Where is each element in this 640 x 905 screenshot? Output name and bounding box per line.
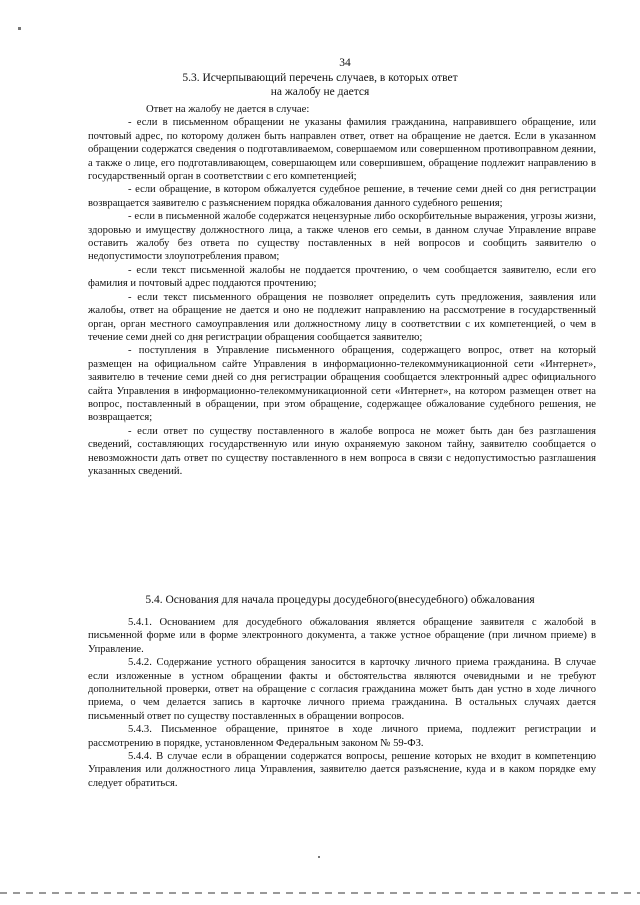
section-5-3-intro: Ответ на жалобу не дается в случае: [146,104,310,115]
section-5-3-item-6: - поступления в Управление письменного обращения, содержащего вопрос, ответ на который размещен на официальном сайте Управления в информационно-телекоммуникационной сети «Интернет», заявителю в течение семи дней со дня регистрации обращения сообщается электронный адрес официального сайта Управления в информационно-телекоммуникационной сети «Интернет», на котором размещен ответ на вопрос, поставленный в обращении, при этом обращение, содержащее обжалование судебного решения, не возвращается; [88,345,596,424]
section-5-4-body [88,616,596,790]
section-5-4-1: 5.4.1. Основанием для досудебного обжалования является обращение заявителя с жалобой в письменной форме или в форме электронного документа, а также устное обращение (при личном приеме) в Управление. [88,617,596,655]
section-5-4-2: 5.4.2. Содержание устного обращения заносится в карточку личного приема гражданина. В случае если изложенные в устном обращении факты и обстоятельства являются очевидными и не требуют дополнительной проверки, ответ на обращение с согласия гражданина может быть дан устно в ходе личного приема, о чем делается запись в карточке личного приема гражданина. В остальных случаях дается письменный ответ по существу поставленных в обращении вопросов. [88,657,596,722]
section-5-3-item-1: - если в письменном обращении не указаны фамилия гражданина, направившего обращение, или почтовый адрес, по которому должен быть направлен ответ, ответ на обращение не дается. Если в указанном обращении содержатся сведения о подготавливаемом, совершаемом или совершенном противоправном деянии, а также о лице, его подготавливающем, совершающем или совершившем, обращение подлежит направлению в государственный орган в соответствии с его компетенцией; [88,117,596,183]
section-5-4-3: 5.4.3. Письменное обращение, принятое в ходе личного приема, подлежит регистрации и рассмотрению в порядке, установленном Федеральным законом № 59-ФЗ. [88,724,596,749]
scan-dot-mark-bottom [318,856,320,858]
scan-dot-mark [18,27,21,30]
section-5-4-4: 5.4.4. В случае если в обращении содержатся вопросы, решение которых не входит в компетенцию Управления или должностного лица Управления, заявителю дается разъяснение, куда и в каком порядке ему следует обратиться. [88,751,596,789]
section-5-4-title: 5.4. Основания для начала процедуры досудебного(внесудебного) обжалования [145,594,535,606]
section-5-3-item-3: - если в письменной жалобе содержатся нецензурные либо оскорбительные выражения, угрозы жизни, здоровью и имуществу должностного лица, а также членов его семьи, в данном случае Управление вправе оставить жалобу без ответа по существу поставленных в ней вопросов и сообщить заявителю о недопустимости злоупотребления правом; [88,211,596,263]
section-5-3-item-4: - если текст письменной жалобы не поддается прочтению, о чем сообщается заявителю, если его фамилия и почтовый адрес поддаются прочтению; [88,264,596,290]
section-5-3-title-line-2: на жалобу не дается [270,86,370,98]
scan-edge-dashes [0,892,640,894]
page-number: 34 [339,57,351,69]
section-5-3-item-2: - если обращение, в котором обжалуется судебное решение, в течение семи дней со дня регистрации возвращается заявителю с разъяснением порядка обжалования данного судебного решения; [88,184,596,209]
section-5-3-item-5: - если текст письменного обращения не позволяет определить суть предложения, заявления или жалобы, ответ на обращение не дается и оно не подлежит направлению на рассмотрение в государственный орган, орган местного самоуправления или должностному лицу в соответствии с их компетенцией, о чем в течение семи дней со дня регистрации обращения сообщается заявителю; [88,291,596,343]
section-5-3-item-7: - если ответ по существу поставленного в жалобе вопроса не может быть дан без разглашения сведений, составляющих государственную или иную охраняемую законом тайну, заявителю сообщается о невозможности дать ответ по существу поставленного в нем вопроса в связи с недопустимостью разглашения указанных сведений. [88,425,596,477]
section-5-3-title-line-1: 5.3. Исчерпывающий перечень случаев, в которых ответ [182,72,458,84]
section-5-3-body [88,103,596,478]
section-5-3-title [150,71,490,99]
